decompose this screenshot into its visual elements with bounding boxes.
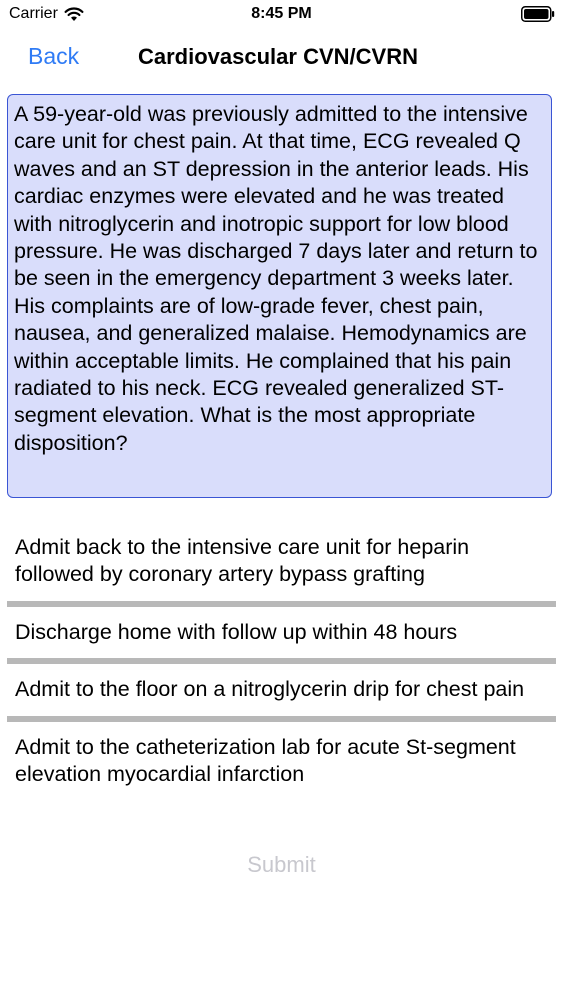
question-text-box: A 59-year-old was previously admitted to the intensive care unit for chest pain. At that time, ECG revealed Q waves and an ST depression in the anterior leads. His cardiac enzymes were elevated and he was treated with nitroglycerin and inotropic support for low blood pressure. He was discharged 7 days later and return to be seen in the emergency department 3 weeks later. His complaints are of low-grade fever, chest pain, nausea, and generalized malaise. Hemodynamics are within acceptable limits. He complained that his pain radiated to his neck. ECG revealed generalized ST-segment elevation. What is the most appropriate disposition? (7, 94, 552, 498)
answer-option-2[interactable]: Discharge home with follow up within 48 hours (15, 619, 458, 644)
answer-divider (7, 658, 556, 664)
battery-icon (521, 6, 555, 22)
status-bar (0, 0, 563, 30)
answer-option-1[interactable]: Admit back to the intensive care unit for heparin followed by coronary artery bypass grafting (15, 535, 470, 587)
submit-button[interactable]: Submit (247, 852, 316, 877)
carrier-label: Carrier (9, 5, 58, 22)
status-time: 8:45 PM (251, 5, 312, 22)
page-title: Cardiovascular CVN/CVRN (138, 44, 418, 69)
answer-list (7, 534, 556, 788)
navigation-bar (0, 30, 563, 86)
answer-divider (7, 601, 556, 607)
answer-option-4[interactable]: Admit to the catheterization lab for acute St-segment elevation myocardial infarction (15, 734, 516, 787)
back-button[interactable]: Back (28, 43, 80, 69)
answer-divider (7, 716, 556, 722)
answer-option-3[interactable]: Admit to the floor on a nitroglycerin drip for chest pain (15, 677, 525, 702)
